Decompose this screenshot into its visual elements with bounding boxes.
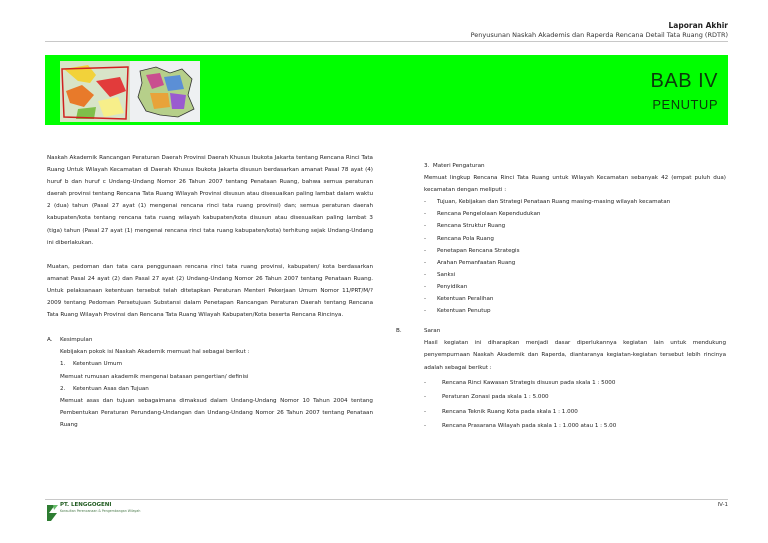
section-b-heading — [396, 325, 726, 337]
list-item: - Arahan Pemanfaatan Ruang — [424, 259, 516, 266]
list-item: - Tujuan, Kebijakan dan Strategi Penataan Ruang masing-masing wilayah kecamatan — [424, 199, 671, 206]
paragraph-guidelines: Muatan, pedoman dan tata cara penggunaan rencana rinci tata ruang provinsi, kabupaten/ kota berdasarkan amanat Pasal 24 ayat (2) dan Pasal 27 ayat (2) Undang-Undang Nomor 26 Tahun 2007 tentang Penataan Ruang. Untuk pelaksanaan ketentuan tersebut telah ditetapkan Peraturan Menteri Pekerjaan Umum Nomor 11/PRT/M/? 2009 tentang Pedoman Persetujuan Substansi dalam Penetapan Rancangan Peraturan Daerah tentang Rencana Tata Ruang Wilayah Provinsi dan Rencana Tata Ruang Wilayah Kabupaten/Kota beserta Rencana Rincinya. — [47, 263, 373, 319]
item-3-body: Memuat lingkup Rencana Rinci Tata Ruang untuk Wilayah Kecamatan sebanyak 42 (empat puluh dua) kecamatan dengan meliputi : — [424, 175, 726, 194]
section-b-body: Hasil kegiatan ini diharapkan menjadi dasar diperlukannya kegiatan lain untuk mendukung penyempurnaan Naskah Akademik dan Raperda, diantaranya kegiatan-kegiatan tersebut lebih rincinya adalah sebagai berikut : — [424, 340, 726, 371]
section-b-label: B. — [396, 328, 402, 335]
item-2-heading — [47, 383, 373, 395]
item-3-number: 3. — [424, 163, 430, 169]
list-item: - Rencana Struktur Ruang — [424, 223, 506, 230]
list-item: - Penetapan Rencana Strategis — [424, 247, 520, 254]
footer-divider — [45, 499, 728, 500]
item-3-title: Materi Pengaturan — [432, 163, 485, 169]
report-subtitle: Penyusunan Naskah Akademis dan Raperda Rencana Detail Tata Ruang (RDTR) — [470, 31, 728, 39]
section-a-intro: Kebijakan pokok isi Naskah Akademik memuat hal sebagai berikut : — [60, 349, 250, 356]
company-name: PT. LENGGOGENI — [60, 502, 112, 508]
list-item: - Rencana Pengelolaan Kependudukan — [424, 211, 541, 218]
chapter-number: BAB IV — [650, 70, 718, 92]
section-a-title: Kesimpulan — [60, 337, 93, 344]
list-item: - Rencana Pola Ruang — [424, 235, 494, 242]
header-divider — [45, 41, 728, 42]
paragraph-intro: Naskah Akademik Rancangan Peraturan Daerah Provinsi Daerah Khusus Ibukota Jakarta tentang Rencana Rinci Tata Ruang Untuk Wilayah Kecamatan di Daerah Khusus Ibukota Jakarta disusun berdasarkan amanat Pasal 78 ayat (4) huruf b dan huruf c Undang-Undang Nomor 26 Tahun 2007 tentang Penataan Ruang, bahwa semua peraturan daerah provinsi tentang Rencana Tata Ruang Wilayah Provinsi disusun atau disesuaikan paling lambat dalam waktu 2 (dua) tahun (Pasal 27 ayat (1) mengenai rencana rinci tata ruang provinsi) dan; semua peraturan daerah kabupaten/kota tentang rencana tata ruang wilayah kabupaten/kota disusun atau disesuaikan paling lambat 3 (tiga) tahun (Pasal 27 ayat (1) mengenai rencana rinci tata ruang kabupaten/kota) terhitung sejak Undang-Undang ini diberlakukan. — [47, 155, 373, 246]
map-thumbnails — [60, 61, 200, 122]
section-a-label: A. — [47, 337, 53, 344]
list-item: - Rencana Rinci Kawasan Strategis disusun pada skala 1 : 5000 — [424, 379, 616, 386]
item-1-number: 1. — [60, 361, 66, 368]
list-item: - Rencana Teknik Ruang Kota pada skala 1 : 1.000 — [424, 408, 578, 415]
item-1-body: Memuat rumusan akademik mengenai batasan pengertian/ definisi — [60, 373, 249, 380]
item-1-title: Ketentuan Umum — [73, 361, 123, 368]
list-item: - Ketentuan Penutup — [424, 308, 491, 315]
section-b-title: Saran — [424, 328, 441, 335]
section-a-heading — [47, 334, 373, 346]
map-image — [60, 61, 200, 122]
page-number: IV-1 — [717, 502, 728, 508]
right-column — [396, 160, 726, 434]
left-column — [47, 152, 373, 431]
saran-list — [396, 376, 726, 434]
list-item: - Penyidikan — [424, 283, 468, 290]
company-tagline: Konsultan Perencanaan & Pengembangan Wilayah — [60, 509, 141, 513]
chapter-title: PENUTUP — [652, 97, 718, 112]
item-1-heading — [47, 358, 373, 370]
list-item: - Ketentuan Peralihan — [424, 296, 494, 303]
report-title: Laporan Akhir — [668, 21, 728, 30]
item-3-heading — [396, 160, 726, 172]
list-item: - Sanksi — [424, 271, 456, 278]
materi-list — [396, 196, 726, 317]
list-item: - Peraturan Zonasi pada skala 1 : 5.000 — [424, 394, 549, 401]
item-2-number: 2. — [60, 385, 66, 392]
item-2-title: Ketentuan Asas dan Tujuan — [73, 385, 149, 392]
item-2-body: Memuat asas dan tujuan sebagaimana dimaksud dalam Undang-Undang Nomor 10 Tahun 2004 tentang Pembentukan Peraturan Perundang-Undangan dan Undang-Undang Nomor 26 Tahun 2007 tentang Penataan Ruang — [60, 397, 373, 428]
list-item: - Rencana Prasarana Wilayah pada skala 1 : 1.000 atau 1 : 5.00 — [424, 423, 617, 430]
